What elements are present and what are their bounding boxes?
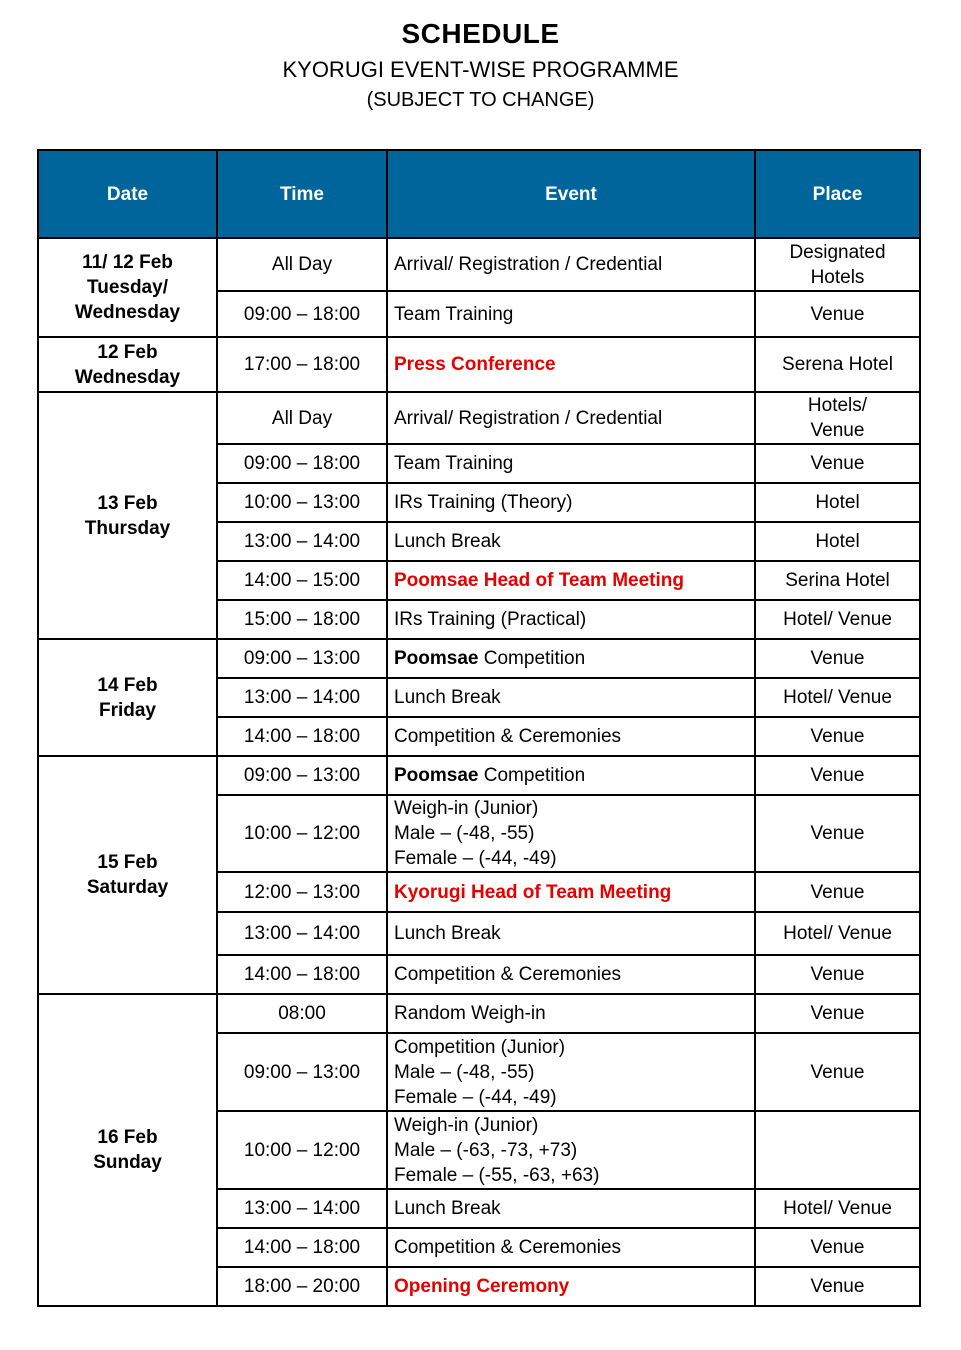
event-cell: Team Training <box>387 291 755 337</box>
place-cell: Serena Hotel <box>755 337 920 392</box>
time-cell: 18:00 – 20:00 <box>217 1267 387 1306</box>
event-cell: Lunch Break <box>387 1189 755 1228</box>
place-cell: Venue <box>755 795 920 872</box>
table-row <box>38 392 920 444</box>
place-cell: Serina Hotel <box>755 561 920 600</box>
event-cell <box>387 337 755 392</box>
event-cell: Lunch Break <box>387 912 755 955</box>
table-row <box>38 994 920 1033</box>
event-cell: Random Weigh-in <box>387 994 755 1033</box>
schedule-table <box>37 149 921 1307</box>
time-cell: 17:00 – 18:00 <box>217 337 387 392</box>
highlighted-event: Press Conference <box>394 354 556 375</box>
highlighted-event: Kyorugi Head of Team Meeting <box>394 881 672 903</box>
place-line: Hotels/ <box>807 395 868 416</box>
date-line: Wednesday <box>74 366 181 388</box>
page-title: SCHEDULE <box>401 18 560 49</box>
time-cell: 14:00 – 18:00 <box>217 1228 387 1267</box>
event-line: Female – (-44, -49) <box>394 848 557 869</box>
place-cell: Hotel <box>755 483 920 522</box>
date-cell <box>38 994 217 1306</box>
place-cell: Hotel/ Venue <box>755 678 920 717</box>
time-cell: 10:00 – 12:00 <box>217 795 387 872</box>
place-cell: Hotel/ Venue <box>755 912 920 955</box>
date-cell <box>38 392 217 639</box>
time-cell: 13:00 – 14:00 <box>217 522 387 561</box>
event-cell <box>387 561 755 600</box>
time-cell: 12:00 – 13:00 <box>217 872 387 912</box>
event-line: Female – (-55, -63, +63) <box>394 1164 600 1186</box>
highlighted-event: Opening Ceremony <box>394 1276 570 1297</box>
date-line: Thursday <box>84 517 171 539</box>
event-bold-word: Poomsae <box>394 648 479 669</box>
place-cell: Venue <box>755 994 920 1033</box>
column-header-date: Date <box>38 150 217 238</box>
page-note: (SUBJECT TO CHANGE) <box>366 89 595 111</box>
time-cell: 14:00 – 18:00 <box>217 717 387 756</box>
table-header-row <box>38 150 920 238</box>
event-cell: IRs Training (Practical) <box>387 600 755 639</box>
date-cell <box>38 639 217 756</box>
event-text: Competition <box>478 648 586 669</box>
time-cell: 10:00 – 13:00 <box>217 483 387 522</box>
event-cell <box>387 756 755 795</box>
event-line: Female – (-44, -49) <box>394 1086 557 1108</box>
place-cell: Venue <box>755 444 920 483</box>
table-row <box>38 238 920 291</box>
column-header-time: Time <box>217 150 387 238</box>
time-cell: 13:00 – 14:00 <box>217 678 387 717</box>
time-cell: 08:00 <box>217 994 387 1033</box>
table-row <box>38 337 920 392</box>
place-line: Hotels <box>810 266 865 288</box>
time-cell: 09:00 – 13:00 <box>217 756 387 795</box>
date-line: 13 Feb <box>97 492 158 514</box>
place-cell: Venue <box>755 1228 920 1267</box>
event-cell <box>387 1033 755 1111</box>
table-row <box>38 639 920 678</box>
place-cell: Venue <box>755 1033 920 1111</box>
date-line: Sunday <box>93 1152 162 1173</box>
place-line: Designated <box>789 241 886 263</box>
event-line: Male – (-48, -55) <box>394 823 535 844</box>
date-line: Friday <box>98 699 157 721</box>
date-line: 15 Feb <box>97 852 158 873</box>
highlighted-event: Poomsae Head of Team Meeting <box>394 570 684 591</box>
event-cell <box>387 872 755 912</box>
event-cell: Competition & Ceremonies <box>387 955 755 994</box>
column-header-event: Event <box>387 150 755 238</box>
time-cell: 09:00 – 13:00 <box>217 639 387 678</box>
event-cell <box>387 639 755 678</box>
event-bold-word: Poomsae <box>394 765 479 786</box>
date-line: Wednesday <box>74 302 181 323</box>
place-cell <box>755 1111 920 1189</box>
place-cell: Venue <box>755 291 920 337</box>
time-cell: 14:00 – 15:00 <box>217 561 387 600</box>
time-cell: All Day <box>217 238 387 291</box>
time-cell: 15:00 – 18:00 <box>217 600 387 639</box>
column-header-place: Place <box>755 150 920 238</box>
date-cell <box>38 756 217 994</box>
time-cell: 09:00 – 18:00 <box>217 291 387 337</box>
date-line: 11/ 12 Feb <box>82 252 173 273</box>
place-cell: Venue <box>755 955 920 994</box>
event-cell: Team Training <box>387 444 755 483</box>
time-cell: All Day <box>217 392 387 444</box>
date-cell <box>38 337 217 392</box>
event-cell <box>387 795 755 872</box>
place-cell: Venue <box>755 717 920 756</box>
event-cell: Lunch Break <box>387 678 755 717</box>
place-cell: Hotel <box>755 522 920 561</box>
place-cell <box>755 238 920 291</box>
event-cell: Lunch Break <box>387 522 755 561</box>
event-cell: Competition & Ceremonies <box>387 1228 755 1267</box>
date-line: Tuesday/ <box>87 277 168 298</box>
page-subtitle: KYORUGI EVENT-WISE PROGRAMME <box>282 57 679 82</box>
date-line: 16 Feb <box>97 1127 158 1148</box>
event-cell: Arrival/ Registration / Credential <box>387 392 755 444</box>
place-cell <box>755 392 920 444</box>
event-line: Competition (Junior) <box>394 1036 566 1058</box>
event-cell <box>387 1267 755 1306</box>
event-cell: Arrival/ Registration / Credential <box>387 238 755 291</box>
place-cell: Venue <box>755 756 920 795</box>
time-cell: 14:00 – 18:00 <box>217 955 387 994</box>
event-cell <box>387 1111 755 1189</box>
event-line: Weigh-in (Junior) <box>394 1114 539 1136</box>
date-line: 14 Feb <box>97 674 158 696</box>
date-line: Saturday <box>86 877 169 898</box>
date-line: 12 Feb <box>97 341 158 363</box>
time-cell: 13:00 – 14:00 <box>217 1189 387 1228</box>
time-cell: 13:00 – 14:00 <box>217 912 387 955</box>
event-line: Male – (-63, -73, +73) <box>394 1139 578 1161</box>
place-cell: Hotel/ Venue <box>755 1189 920 1228</box>
event-text: Competition <box>478 765 586 786</box>
table-row <box>38 756 920 795</box>
place-cell: Venue <box>755 639 920 678</box>
place-cell: Venue <box>755 872 920 912</box>
time-cell: 09:00 – 18:00 <box>217 444 387 483</box>
place-cell: Hotel/ Venue <box>755 600 920 639</box>
event-cell: IRs Training (Theory) <box>387 483 755 522</box>
time-cell: 09:00 – 13:00 <box>217 1033 387 1111</box>
place-cell: Venue <box>755 1267 920 1306</box>
time-cell: 10:00 – 12:00 <box>217 1111 387 1189</box>
event-cell: Competition & Ceremonies <box>387 717 755 756</box>
event-line: Weigh-in (Junior) <box>394 798 539 819</box>
date-cell <box>38 238 217 337</box>
event-line: Male – (-48, -55) <box>394 1061 535 1083</box>
place-line: Venue <box>810 420 865 441</box>
